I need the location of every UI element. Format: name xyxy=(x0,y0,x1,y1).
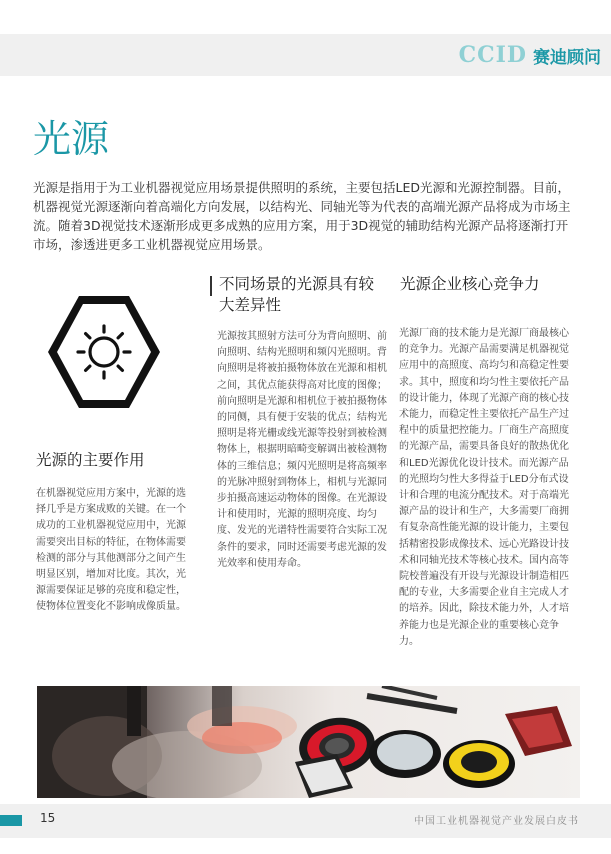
column2-heading: 不同场景的光源具有较大差异性 xyxy=(219,275,375,314)
footer-title: 中国工业机器视觉产业发展白皮书 xyxy=(414,816,579,827)
footer-accent xyxy=(0,815,22,826)
sun-icon xyxy=(44,292,164,412)
column1-text: 在机器视觉应用方案中，光源的选择几乎是方案成败的关键。在一个成功的工业机器视觉应用中，光源需要突出目标的特征，在物体需要检测的部分与其他测部分之间产生明显区别，增加对比度。其次，光源需要保证足够的亮度和稳定性，使物体位置变化不影响成像质量。 xyxy=(36,488,186,613)
column3-heading: 光源企业核心竞争力 xyxy=(400,275,540,293)
intro-paragraph: 光源是指用于为工业机器视觉应用场景提供照明的系统，主要包括LED光源和光源控制器。目前，机器视觉光源逐渐向着高端化方向发展，以结构光、同轴光等为代表的高端光源产品将成为市场主流。随着3D视觉技术逐渐形成更多成熟的应用方案，用于3D视觉的辅助结构光源产品将逐渐打开市场，渗透进更多工业机器视觉应用场景。 xyxy=(33,180,571,252)
column2-text: 光源按其照射方法可分为背向照明、前向照明、结构光照明和频闪光照明。背向照明是将被拍摄物体放在光源和相机之间，其优点能获得高对比度的图像；前向照明是光源和相机位于被拍摄物体的同侧，具有便于安装的优点；结构光照明是将光栅或线光源等投射到被检测物体上，根据明暗畸变解调出被检测物体的三维信息；频闪光照明是将高频率的光脉冲照射到物体上，相机与光源同步拍摄高速运动物体的图像。在光源设计和使用时，光源的照明亮度、均匀度、发光的光谱特性需要符合实际工况条件的要求，同时还需要考虑光源的发光效率和使用寿命。 xyxy=(217,331,387,569)
light-source-products-photo xyxy=(37,686,580,798)
column3-text: 光源厂商的技术能力是光源厂商最核心的竞争力。光源产品需要满足机器视觉应用中的高照度、高均匀和高稳定性要求。其中，照度和均匀性主要依托产品的设计能力，体现了光源产商的核心技术能力，而稳定性主要依托产品生产过程中的质量把控能力。厂商生产高照度的光源产品，需要具备良好的散热优化和LED光源优化设计技术。而光源产品的光照均匀性大多得益于LED分布式设计和合理的电流分配技术。对于高端光源产品的设计和生产，大多需要厂商拥有复杂高性能光源的设计能力，主要包括精密投影成像技术、远心光路设计技术和同轴光技术等核心技术。国内高等院校普遍没有开设与光源设计制造相匹配的专业，大多需要企业自主完成人才的培养。因此，除技术能力外，人才培养能力也是光源企业的重要核心竞争力。 xyxy=(399,328,569,647)
column1-heading: 光源的主要作用 xyxy=(36,451,145,469)
brand-name: 赛迪顾问 xyxy=(533,47,601,68)
page-number: 15 xyxy=(40,811,56,825)
brand-logo: CCID xyxy=(458,42,527,68)
column2-heading-bar xyxy=(210,276,212,296)
page-title: 光源 xyxy=(33,117,110,161)
brand xyxy=(459,40,601,70)
